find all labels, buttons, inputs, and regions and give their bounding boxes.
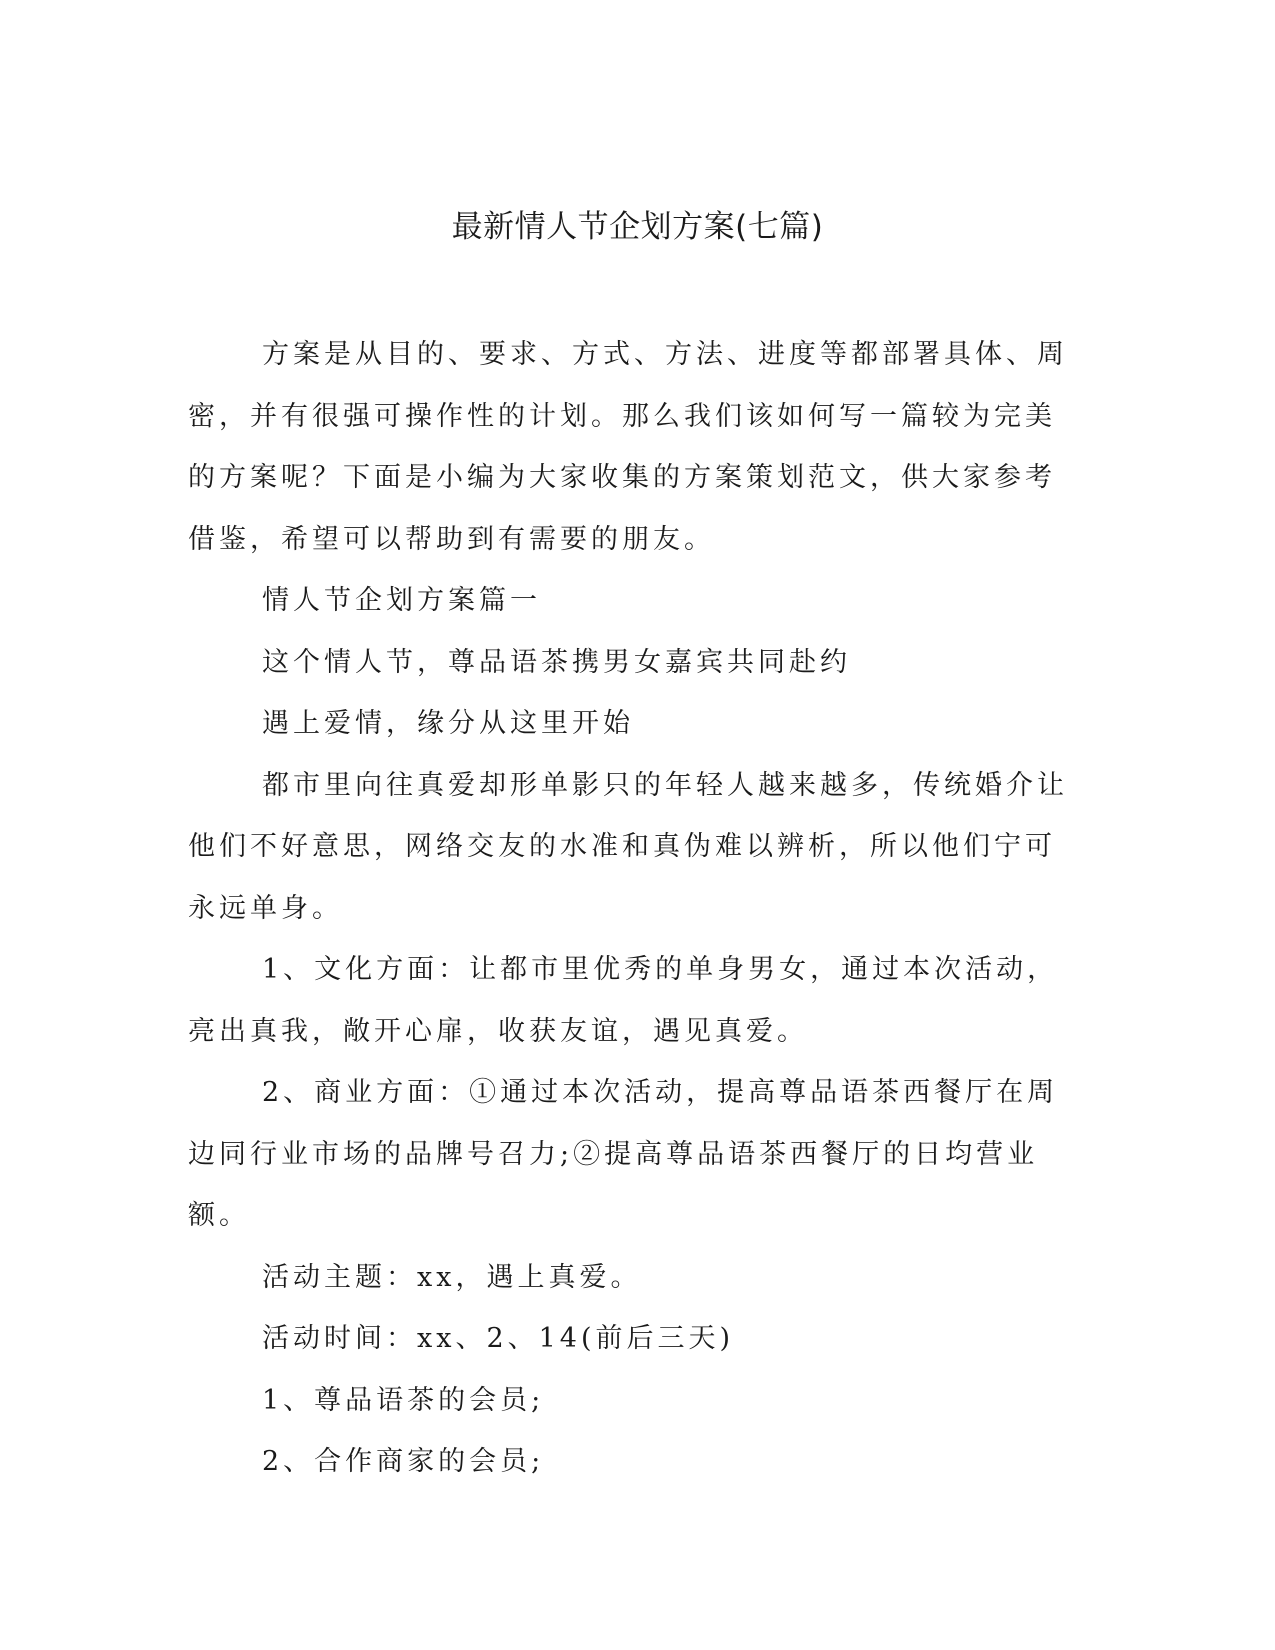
participant-item: 2、合作商家的会员; — [262, 1446, 545, 1477]
activity-theme: 活动主题：xx，遇上真爱。 — [262, 1261, 642, 1293]
activity-time: 活动时间：xx、2、14(前后三天) — [262, 1323, 735, 1354]
background-paragraph: 都市里向往真爱却形单影只的年轻人越来越多，传统婚介让他们不好意思，网络交友的水准和真伪难以辨析，所以他们宁可永远单身。 — [188, 769, 1068, 924]
section-heading: 情人节企划方案篇一 — [262, 585, 541, 616]
goal-culture-paragraph: 1、文化方面：让都市里优秀的单身男女，通过本次活动，亮出真我，敞开心扉，收获友谊，遇见真爱。 — [188, 954, 1059, 1047]
intro-paragraph: 方案是从目的、要求、方式、方法、进度等都部署具体、周密，并有很强可操作性的计划。那么我们该如何写一篇较为完美的方案呢？下面是小编为大家收集的方案策划范文，供大家参考借鉴，希望可以帮助到有需要的朋友。 — [188, 339, 1068, 555]
participant-item: 1、尊品语茶的会员; — [262, 1384, 545, 1416]
slogan-line: 遇上爱情，缘分从这里开始 — [262, 708, 634, 739]
document-title: 最新情人节企划方案(七篇) — [451, 209, 824, 245]
goal-business-paragraph: 2、商业方面：①通过本次活动，提高尊品语茶西餐厅在周边同行业市场的品牌号召力;②提高尊品语茶西餐厅的日均营业额。 — [188, 1077, 1059, 1231]
slogan-line: 这个情人节，尊品语茶携男女嘉宾共同赴约 — [262, 646, 851, 678]
document-body — [188, 324, 1068, 1493]
